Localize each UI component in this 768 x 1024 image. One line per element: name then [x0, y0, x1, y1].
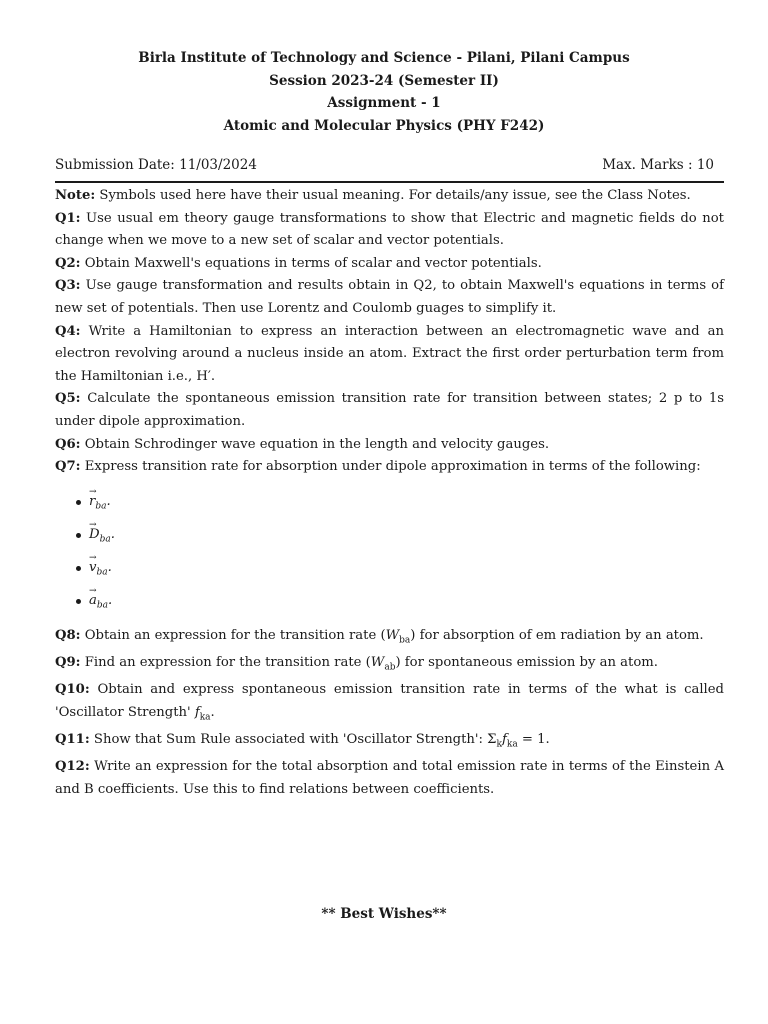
- bullet-icon: [76, 500, 81, 505]
- question-label: Q1:: [55, 210, 81, 226]
- question-q7: [55, 456, 724, 479]
- question-text: Write a Hamiltonian to express an interaction between an electromagnetic wave and an electron revolving around a nucleus inside an atom. Extract the first order perturbation term from the Hamiltonian i.e., H′.: [55, 323, 724, 384]
- bullet-icon: [76, 599, 81, 604]
- math-subscript: k: [496, 739, 502, 750]
- question-q4: [55, 321, 724, 389]
- question-q10: [55, 679, 724, 729]
- question-label: Q7:: [55, 459, 81, 475]
- question-label: Q9:: [55, 654, 81, 670]
- math-symbol: W: [385, 627, 400, 643]
- math-subscript: ab: [384, 662, 396, 673]
- question-text: Show that Sum Rule associated with 'Oscillator Strength': Σ: [93, 732, 497, 748]
- question-text: Write an expression for the total absorption and total emission rate in terms of the Einstein A and B coefficients. Use this to find relations between coefficients.: [55, 759, 724, 797]
- math-subscript: ka: [506, 739, 518, 750]
- list-item: → $a_{ba}$.: [55, 586, 724, 619]
- question-q12: [55, 756, 724, 801]
- note-text: Symbols used here have their usual meaning. For details/any issue, see the Class Notes.: [99, 188, 691, 203]
- math-symbol: f: [501, 732, 507, 748]
- question-label: Q4:: [55, 323, 81, 339]
- header-divider: [55, 181, 724, 183]
- vector-symbol: → r: [89, 487, 95, 517]
- question-q6: [55, 434, 724, 457]
- question-text: Calculate the spontaneous emission transition rate for transition between states; 2 p to 1s under dipole approximation.: [55, 391, 724, 429]
- document-header: [0, 47, 768, 137]
- question-text: Use gauge transformation and results obtain in Q2, to obtain Maxwell's equations in terms of new set of potentials. Then use Lorentz and Coulomb guages to simplify it.: [55, 278, 724, 316]
- math-symbol: W: [370, 654, 385, 670]
- vector-subscript: ba: [95, 501, 107, 512]
- list-item: → $D_{ba}$.: [55, 520, 724, 553]
- vector-symbol: → a: [89, 586, 97, 616]
- question-text-tail: ) for absorption of em radiation by an atom.: [410, 627, 704, 643]
- bullet-icon: [76, 533, 81, 538]
- math-subscript: ba: [399, 635, 411, 646]
- session-title: Session 2023-24 (Semester II): [269, 72, 499, 89]
- bullet-icon: [76, 566, 81, 571]
- submission-date: Submission Date: 11/03/2024: [55, 157, 257, 173]
- vector-subscript: ba: [96, 600, 109, 611]
- question-q3: [55, 275, 724, 320]
- course-title: Atomic and Molecular Physics (PHY F242): [223, 117, 545, 134]
- question-label: Q10:: [55, 682, 90, 698]
- question-q1: [55, 208, 724, 253]
- question-q9: [55, 652, 724, 679]
- question-text-tail: ) for spontaneous emission by an atom.: [395, 654, 658, 670]
- list-item: → $v_{ba}$.: [55, 553, 724, 586]
- question-label: Q2:: [55, 255, 81, 271]
- question-text-tail: .: [210, 704, 215, 720]
- note-label: Note:: [55, 188, 96, 203]
- question-text: Find an expression for the transition rate (: [84, 654, 371, 670]
- math-subscript: ka: [199, 712, 211, 723]
- question-text: Obtain Schrodinger wave equation in the length and velocity gauges.: [84, 436, 550, 452]
- question-label: Q5:: [55, 391, 81, 407]
- question-text: Obtain an expression for the transition rate (: [84, 627, 386, 643]
- max-marks: Max. Marks : 10: [602, 157, 714, 173]
- vector-subscript: ba: [99, 534, 111, 545]
- question-label: Q6:: [55, 436, 81, 452]
- vector-subscript: ba: [96, 567, 108, 578]
- question-text: Obtain Maxwell's equations in terms of scalar and vector potentials.: [84, 255, 542, 271]
- question-text: Express transition rate for absorption under dipole approximation in terms of the following:: [84, 459, 701, 475]
- note: [55, 185, 724, 208]
- question-q11: [55, 729, 724, 756]
- best-wishes-footer: ** Best Wishes**: [321, 906, 447, 922]
- math-symbol: f: [194, 704, 200, 720]
- question-q5: [55, 388, 724, 433]
- question-label: Q8:: [55, 627, 81, 643]
- institute-title: Birla Institute of Technology and Science - Pilani, Pilani Campus: [138, 50, 630, 66]
- q7-item-list: [55, 479, 724, 625]
- questions-body: [55, 185, 724, 801]
- list-item: → $r_{ba}$.: [55, 487, 724, 520]
- assignment-title: Assignment - 1: [327, 95, 441, 111]
- question-label: Q3:: [55, 278, 81, 294]
- question-text: Obtain and express spontaneous emission transition rate in terms of the what is called 'Oscillator Strength': [55, 682, 724, 720]
- question-text-tail: = 1.: [517, 732, 550, 748]
- question-label: Q12:: [55, 759, 90, 775]
- question-q2: [55, 253, 724, 276]
- question-text: Use usual em theory gauge transformations to show that Electric and magnetic fields do not change when we move to a new set of scalar and vector potentials.: [55, 210, 724, 249]
- vector-symbol: → v: [89, 553, 96, 583]
- question-label: Q11:: [55, 732, 90, 748]
- question-q8: [55, 625, 724, 652]
- vector-symbol: → D: [89, 520, 100, 550]
